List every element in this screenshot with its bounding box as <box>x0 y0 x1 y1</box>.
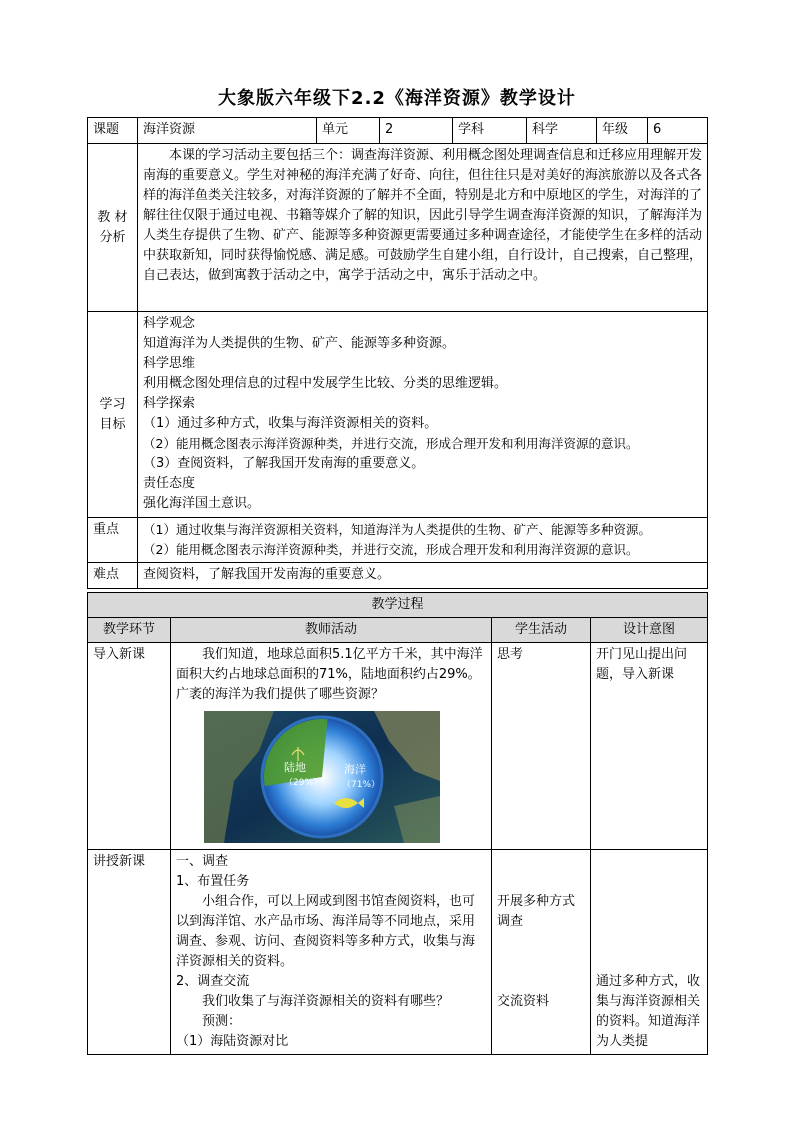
col-intent: 设计意图 <box>591 618 708 643</box>
unit-label: 单元 <box>317 118 380 144</box>
analysis-label: 教 材 分析 <box>88 144 138 312</box>
intro-teacher-cell <box>171 643 492 850</box>
ocean-percent: （71%） <box>342 780 381 790</box>
col-stage: 教学环节 <box>88 618 171 643</box>
key-content <box>138 518 708 563</box>
goals-line: 科学观念 <box>143 316 196 331</box>
lesson-heading: 一、调查 <box>176 854 229 869</box>
difficulty-text: 查阅资料，了解我国开发南海的重要意义。 <box>138 563 708 589</box>
intro-teacher-text: 我们知道，地球总面积5.1亿平方千米，其中海洋面积大约占地球总面积的71%，陆地面积约占29%。广袤的海洋为我们提供了哪些资源？ <box>176 647 483 702</box>
grade-label: 年级 <box>597 118 648 144</box>
key-label: 重点 <box>88 518 138 563</box>
document-title: 大象版六年级下2.2《海洋资源》教学设计 <box>218 88 576 109</box>
grade-value: 6 <box>648 118 708 144</box>
goals-line: （1）通过多种方式，收集与海洋资源相关的资料。 <box>143 416 438 431</box>
lesson-student-cell <box>492 850 591 1055</box>
goals-label: 学习 目标 <box>88 312 138 518</box>
land-label: 陆地 <box>284 761 306 774</box>
lesson-intent: 通过多种方式，收集与海洋资源相关的资料。知道海洋为人类提 <box>596 974 701 1049</box>
lesson-student-1: 开展多种方式调查 <box>497 894 576 929</box>
subject-label: 学科 <box>453 118 527 144</box>
col-student: 学生活动 <box>492 618 591 643</box>
goals-line: （3）查阅资料，了解我国开发南海的重要意义。 <box>143 456 425 471</box>
lesson-predict: 预测： <box>202 1014 242 1029</box>
intro-stage: 导入新课 <box>88 643 171 850</box>
key-line: （2）能用概念图表示海洋资源种类，并进行交流，形成合理开发和利用海洋资源的意识。 <box>143 542 639 557</box>
goals-line: 责任态度 <box>143 476 196 491</box>
lesson-subheading: 1、布置任务 <box>176 874 250 889</box>
unit-value: 2 <box>380 118 453 144</box>
course-value: 海洋资源 <box>138 118 317 144</box>
process-header: 教学过程 <box>88 593 708 618</box>
goals-line: 强化海洋国土意识。 <box>143 496 261 511</box>
intro-intent: 开门见山提出问题，导入新课 <box>591 643 708 850</box>
lesson-subheading: 2、调查交流 <box>176 974 250 989</box>
course-label: 课题 <box>88 118 138 144</box>
goals-line: 科学思维 <box>143 356 196 371</box>
col-teacher: 教师活动 <box>171 618 492 643</box>
subject-value: 科学 <box>527 118 597 144</box>
intro-student: 思考 <box>492 643 591 850</box>
lesson-student-2: 交流资料 <box>497 994 550 1009</box>
goals-content <box>138 312 708 518</box>
goals-line: 知道海洋为人类提供的生物、矿产、能源等多种资源。 <box>143 336 456 351</box>
goals-line: 利用概念图处理信息的过程中发展学生比较、分类的思维逻辑。 <box>143 376 508 391</box>
lesson-item: （1）海陆资源对比 <box>176 1034 289 1049</box>
key-line: （1）通过收集与海洋资源相关资料，知道海洋为人类提供的生物、矿产、能源等多种资源。 <box>143 522 651 537</box>
analysis-text: 本课的学习活动主要包括三个：调查海洋资源、利用概念图处理调查信息和迁移应用理解开发南海的重要意义。学生对神秘的海洋充满了好奇、向往，但往往只是对美好的海滨旅游以及各式各样的海洋鱼类关注较多，对海洋资源的了解并不全面，特别是北方和中原地区的学生，对海洋的了解往往仅限于通过电视、书籍等媒介了解的知识，因此引导学生调查海洋资源的知识，了解海洋为人类生存提供了生物、矿产、能源等多种资源更需要通过多种调查途径，才能使学生在多样的活动中获取新知，同时获得愉悦感、满足感。可鼓励学生自建小组，自行设计，自己搜索，自己整理，自己表达，做到寓教于活动之中，寓学于活动之中，寓乐于活动之中。 <box>138 144 708 312</box>
lesson-stage: 讲授新课 <box>88 850 171 1055</box>
course-info-table <box>87 117 708 589</box>
lesson-teacher-cell <box>171 850 492 1055</box>
goals-line: 科学探索 <box>143 396 196 411</box>
goals-line: （2）能用概念图表示海洋资源种类，并进行交流，形成合理开发和利用海洋资源的意识。 <box>143 436 639 451</box>
earth-land-ocean-figure <box>204 711 440 843</box>
ocean-label: 海洋 <box>344 763 366 776</box>
lesson-intent-cell <box>591 850 708 1055</box>
lesson-question: 我们收集了与海洋资源相关的资料有哪些？ <box>202 994 450 1009</box>
land-percent: （29%） <box>284 778 323 788</box>
process-table <box>87 592 708 1055</box>
difficulty-label: 难点 <box>88 563 138 589</box>
lesson-task-text: 小组合作，可以上网或到图书馆查阅资料，也可以到海洋馆、水产品市场、海洋局等不同地点，采用调查、参观、访问、查阅资料等多种方式，收集与海洋资源相关的资料。 <box>176 894 476 969</box>
